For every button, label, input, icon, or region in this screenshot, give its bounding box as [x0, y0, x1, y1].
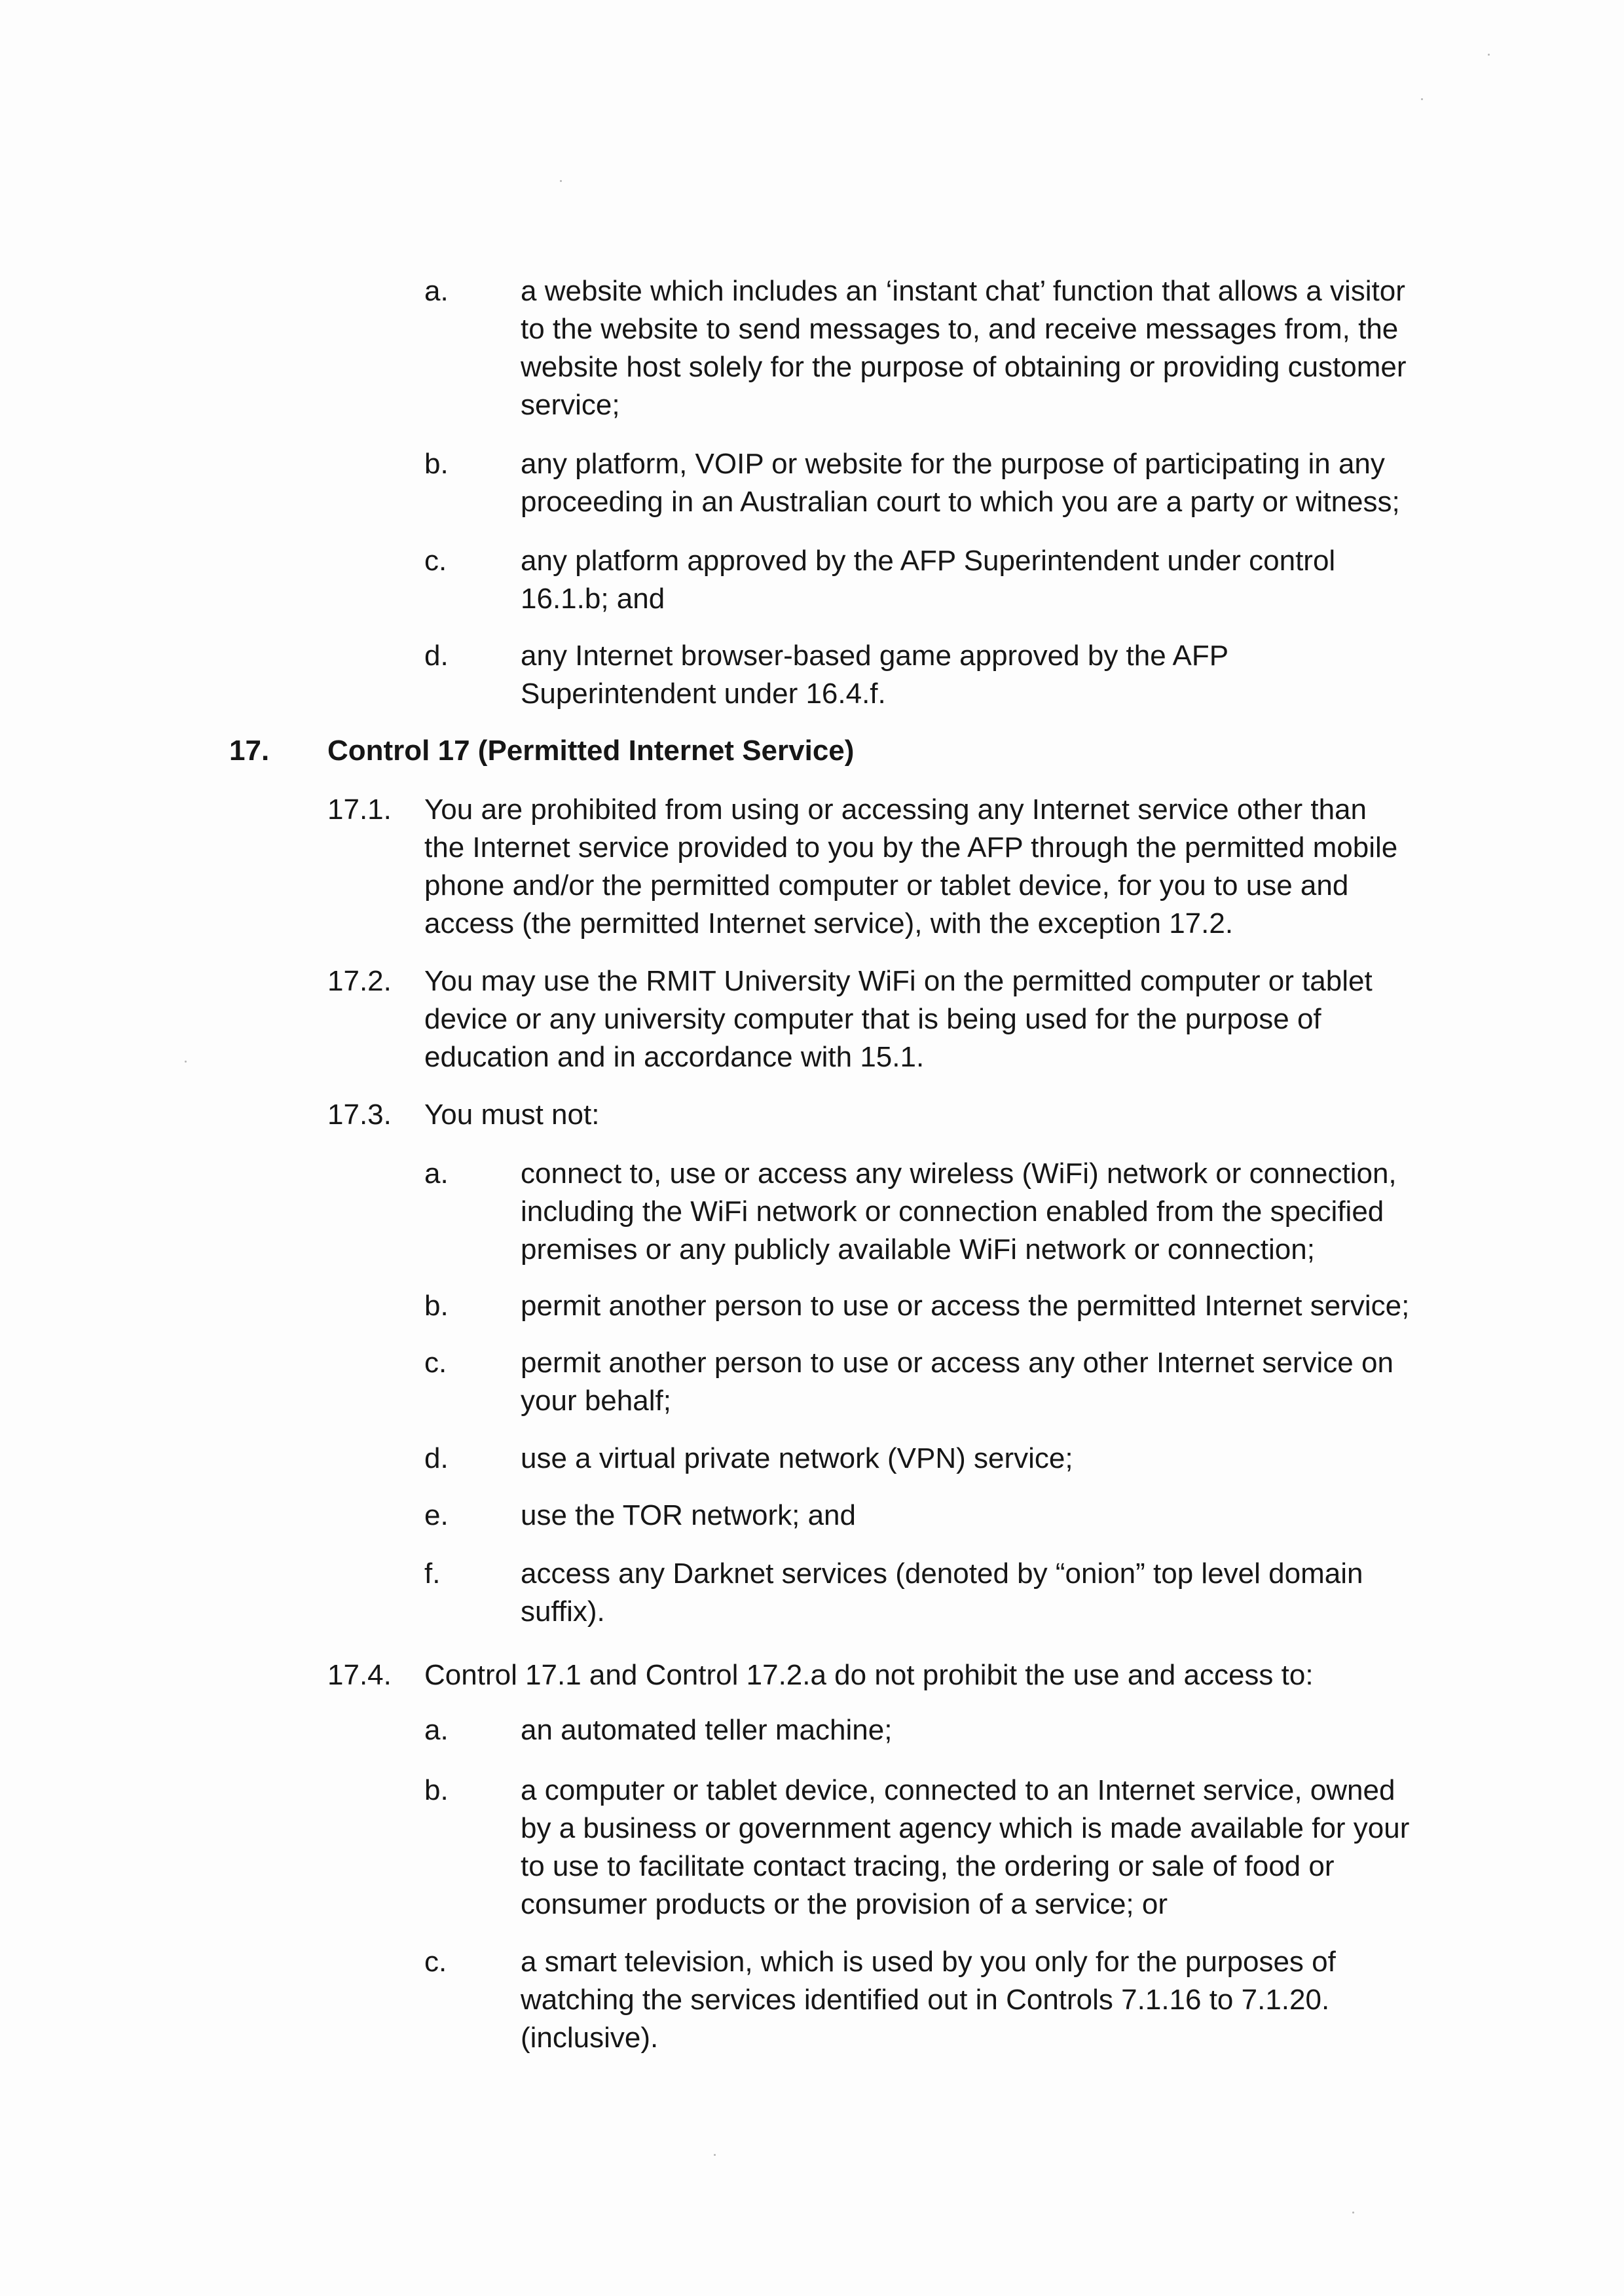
list-item-text: use the TOR network; and	[521, 1499, 856, 1531]
scan-speck	[714, 2154, 716, 2156]
section-title: Control 17 (Permitted Internet Service)	[327, 735, 855, 767]
scan-speck	[185, 1061, 187, 1063]
list-marker: a.	[424, 1157, 449, 1190]
list-item-text: use a virtual private network (VPN) service;	[521, 1442, 1073, 1474]
list-item-text: access any Darknet services (denoted by “onion” top level domain suffix).	[521, 1558, 1363, 1628]
clause-text: You may use the RMIT University WiFi on the permitted computer or tablet device or any university computer that is being used for the purpose of education and in accordance with 15.1.	[424, 965, 1373, 1073]
list-marker: d.	[424, 1442, 449, 1474]
clause-text: Control 17.1 and Control 17.2.a do not prohibit the use and access to:	[424, 1659, 1314, 1691]
list-marker: b.	[424, 1290, 449, 1322]
section-number: 17.	[229, 735, 270, 767]
list-item-text: a smart television, which is used by you only for the purposes of watching the services identified out in Controls 7.1.16 to 7.1.20. (inclusive).	[521, 1946, 1336, 2054]
clause-text: You must not:	[424, 1099, 600, 1131]
list-marker: c.	[424, 545, 447, 577]
clause-number: 17.4.	[327, 1659, 392, 1691]
list-marker: c.	[424, 1347, 447, 1379]
clause-number: 17.3.	[327, 1099, 392, 1131]
list-marker: a.	[424, 1714, 449, 1746]
clause-number: 17.2.	[327, 965, 392, 997]
list-item-text: a website which includes an ‘instant chat’ function that allows a visitor to the website to send messages to, and receive messages from, the website host solely for the purpose of obtaining or providing customer service;	[521, 275, 1407, 421]
clause-text: You are prohibited from using or accessing any Internet service other than the Internet service provided to you by the AFP through the permitted mobile phone and/or the permitted computer or tablet device, for you to use and access (the permitted Internet service), with the exception 17.2.	[424, 793, 1398, 939]
scan-speck	[1421, 98, 1423, 100]
list-item-text: connect to, use or access any wireless (WiFi) network or connection, including the WiFi network or connection enabled from the specified premises or any publicly available WiFi network or connection;	[521, 1157, 1397, 1266]
scan-speck	[560, 180, 562, 182]
list-item-text: any Internet browser-based game approved by the AFP Superintendent under 16.4.f.	[521, 640, 1229, 710]
scan-speck	[1488, 54, 1490, 56]
list-marker: d.	[424, 640, 449, 672]
list-item-text: permit another person to use or access the permitted Internet service;	[521, 1290, 1410, 1322]
list-item-text: any platform approved by the AFP Superintendent under control 16.1.b; and	[521, 545, 1336, 615]
list-marker: b.	[424, 1774, 449, 1806]
list-item-text: permit another person to use or access any other Internet service on your behalf;	[521, 1347, 1393, 1417]
list-item-text: a computer or tablet device, connected to an Internet service, owned by a business or government agency which is made available for your to use to facilitate contact tracing, the ordering or sale of food or consumer products or the provision of a service; or	[521, 1774, 1410, 1920]
list-marker: a.	[424, 275, 449, 307]
list-marker: f.	[424, 1558, 441, 1590]
list-marker: b.	[424, 448, 449, 480]
list-marker: e.	[424, 1499, 449, 1531]
clause-number: 17.1.	[327, 793, 392, 826]
scan-speck	[1352, 2212, 1354, 2214]
list-item-text: any platform, VOIP or website for the purpose of participating in any proceeding in an Australian court to which you are a party or witness;	[521, 448, 1400, 518]
list-item-text: an automated teller machine;	[521, 1714, 893, 1746]
list-marker: c.	[424, 1946, 447, 1978]
